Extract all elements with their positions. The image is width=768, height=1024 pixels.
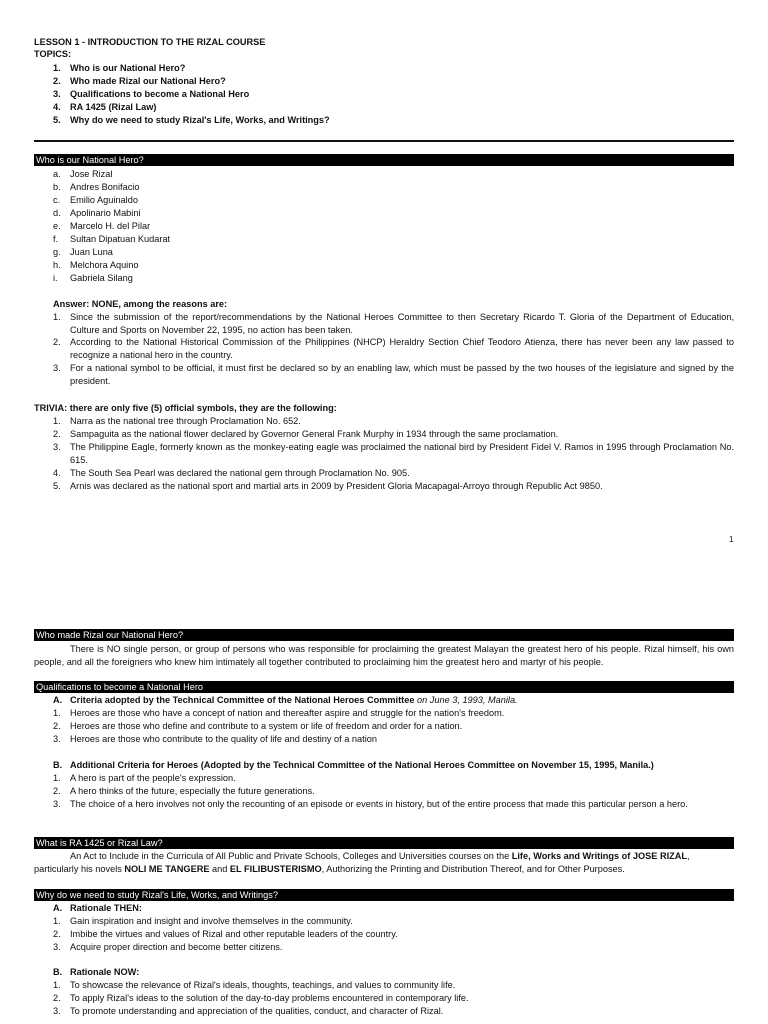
criteria-item: A hero thinks of the future, especially the future generations.: [70, 786, 315, 796]
trivia-label: TRIVIA: there are only five (5) official symbols, they are the following:: [34, 403, 337, 413]
criteria-number: 3.: [53, 799, 61, 809]
criteria-a-title: Criteria adopted by the Technical Committee of the National Heroes Committee: [70, 695, 417, 705]
option-item: Emilio Aguinaldo: [70, 195, 138, 205]
reason-item: For a national symbol to be official, it must first be declared so by an enabling law, which must be passed by the two houses of the legislature and signed by the president.: [70, 363, 734, 386]
rizal-law-text: An Act to Include in the Curricula of All Public and Private Schools, Colleges and Universities courses on the: [70, 851, 512, 861]
topic-item: Who is our National Hero?: [70, 63, 186, 73]
rationale-number: 1.: [53, 980, 61, 990]
criteria-number: 1.: [53, 773, 61, 783]
rationale-item: Gain inspiration and insight and involve themselves in the community.: [70, 916, 353, 926]
criteria-item: Heroes are those who have a concept of nation and thereafter aspire and struggle for the nation's freedom.: [70, 708, 505, 718]
option-item: Melchora Aquino: [70, 260, 139, 270]
criteria-letter: B.: [53, 760, 63, 770]
option-item: Juan Luna: [70, 247, 113, 257]
rationale-item: To apply Rizal's ideas to the solution of the day-to-day problems encountered in contemporary life.: [70, 993, 469, 1003]
rationale-now-title: Rationale NOW:: [70, 967, 140, 977]
option-letter: g.: [53, 247, 61, 257]
option-letter: d.: [53, 208, 61, 218]
topic-number: 4.: [53, 102, 61, 112]
trivia-number: 4.: [53, 468, 61, 478]
rationale-number: 3.: [53, 942, 61, 952]
trivia-item: Narra as the national tree through Proclamation No. 652.: [70, 416, 301, 426]
section-heading-why-study: Why do we need to study Rizal's Life, Works, and Writings?: [34, 889, 734, 901]
option-item: Sultan Dipatuan Kudarat: [70, 234, 171, 244]
option-letter: f.: [53, 234, 59, 244]
rationale-item: Acquire proper direction and become better citizens.: [70, 942, 283, 952]
criteria-number: 3.: [53, 734, 61, 744]
who-made-paragraph: There is NO single person, or group of persons who was responsible for proclaiming the greatest Malayan the greatest hero of his people. Rizal himself, his own people, and all the foreigners who knew him intimately all together contributed to proclaiming him the greatest hero and martyr of his people.: [34, 644, 734, 667]
reason-item: According to the National Historical Commission of the Philippines (NHCP) Heraldry Section Chief Teodoro Atienza, there has never been any law passed to recognize a national hero in the country.: [70, 337, 734, 360]
rizal-law-line-2: [34, 863, 625, 875]
answer-label: Answer: NONE, among the reasons are:: [53, 299, 228, 309]
topic-number: 5.: [53, 115, 61, 125]
section-heading-rizal-law: What is RA 1425 or Rizal Law?: [34, 837, 734, 849]
horizontal-rule: [34, 140, 734, 142]
criteria-a-date: on June 3, 1993, Manila.: [416, 695, 518, 705]
topic-item: Why do we need to study Rizal's Life, Works, and Writings?: [70, 115, 330, 125]
topic-item: RA 1425 (Rizal Law): [70, 102, 157, 112]
option-letter: c.: [53, 195, 61, 205]
rationale-letter: B.: [53, 967, 63, 977]
topic-number: 1.: [53, 63, 61, 73]
criteria-item: Heroes are those who contribute to the quality of life and destiny of a nation: [70, 734, 377, 744]
criteria-number: 2.: [53, 786, 61, 796]
trivia-item: Sampaguita as the national flower declared by Governor General Frank Murphy in 1934 through the same proclamation.: [70, 429, 559, 439]
option-item: Apolinario Mabini: [70, 208, 141, 218]
topic-number: 2.: [53, 76, 61, 86]
topic-item: Who made Rizal our National Hero?: [70, 76, 226, 86]
rationale-number: 2.: [53, 993, 61, 1003]
reason-number: 3.: [53, 363, 61, 373]
criteria-item: A hero is part of the people's expression.: [70, 773, 236, 783]
rizal-law-text: and: [209, 864, 230, 874]
topic-number: 3.: [53, 89, 61, 99]
option-item: Gabriela Silang: [70, 273, 133, 283]
criteria-letter: A.: [53, 695, 63, 705]
criteria-number: 2.: [53, 721, 61, 731]
rizal-law-text: ,: [687, 851, 690, 861]
rationale-then-title: Rationale THEN:: [70, 903, 142, 913]
option-letter: h.: [53, 260, 61, 270]
rationale-item: Imbibe the virtues and values of Rizal and other reputable leaders of the country.: [70, 929, 398, 939]
section-heading-national-hero: Who is our National Hero?: [34, 154, 734, 166]
novel-title: EL FILIBUSTERISMO: [229, 864, 322, 874]
reason-number: 1.: [53, 312, 61, 322]
option-item: Jose Rizal: [70, 169, 113, 179]
rizal-law-line-1: [70, 850, 690, 862]
novel-title: NOLI ME TANGERE: [124, 864, 210, 874]
option-letter: i.: [53, 273, 58, 283]
topics-label: TOPICS:: [34, 49, 72, 59]
section-heading-who-made: Who made Rizal our National Hero?: [34, 629, 734, 641]
option-letter: e.: [53, 221, 61, 231]
trivia-number: 1.: [53, 416, 61, 426]
criteria-a-title-line: [70, 694, 518, 706]
rizal-law-text: particularly his novels: [34, 864, 125, 874]
rationale-number: 1.: [53, 916, 61, 926]
reason-item: Since the submission of the report/recommendations by the National Heroes Committee to then Secretary Ricardo T. Gloria of the Department of Education, Culture and Sports on November 22, 1995, no action has been taken.: [70, 312, 734, 335]
rationale-number: 3.: [53, 1006, 61, 1016]
rationale-item: To showcase the relevance of Rizal's ideals, thoughts, teachings, and values to community life.: [70, 980, 456, 990]
criteria-item: Heroes are those who define and contribute to a system or life of freedom and order for a nation.: [70, 721, 463, 731]
criteria-b-title: Additional Criteria for Heroes (Adopted by the Technical Committee of the National Heroes Committee on November 15, 1995, Manila.): [70, 760, 654, 770]
option-item: Andres Bonifacio: [70, 182, 140, 192]
rationale-item: To promote understanding and appreciation of the qualities, conduct, and character of Rizal.: [70, 1006, 444, 1016]
trivia-item: Arnis was declared as the national sport and martial arts in 2009 by President Gloria Macapagal-Arroyo through Republic Act 9850.: [70, 481, 603, 491]
option-letter: a.: [53, 169, 61, 179]
topic-item: Qualifications to become a National Hero: [70, 89, 250, 99]
rationale-number: 2.: [53, 929, 61, 939]
trivia-item: The South Sea Pearl was declared the national gem through Proclamation No. 905.: [70, 468, 410, 478]
trivia-number: 2.: [53, 429, 61, 439]
page-number: 1: [729, 535, 734, 544]
option-letter: b.: [53, 182, 61, 192]
trivia-number: 5.: [53, 481, 61, 491]
rizal-law-text: , Authorizing the Printing and Distribution Thereof, and for Other Purposes.: [321, 864, 625, 874]
rationale-letter: A.: [53, 903, 63, 913]
option-item: Marcelo H. del Pilar: [70, 221, 151, 231]
rizal-law-bold: Life, Works and Writings of JOSE RIZAL: [511, 851, 688, 861]
trivia-item: The Philippine Eagle, formerly known as the monkey-eating eagle was proclaimed the national bird by President Fidel V. Ramos in 1995 through Proclamation No. 615.: [70, 442, 734, 465]
section-heading-qualifications: Qualifications to become a National Hero: [34, 681, 734, 693]
lesson-title: LESSON 1 - INTRODUCTION TO THE RIZAL COURSE: [34, 37, 266, 47]
criteria-number: 1.: [53, 708, 61, 718]
criteria-item: The choice of a hero involves not only the recounting of an episode or events in history, but of the entire process that made this particular person a hero.: [70, 799, 688, 809]
trivia-number: 3.: [53, 442, 61, 452]
reason-number: 2.: [53, 337, 61, 347]
